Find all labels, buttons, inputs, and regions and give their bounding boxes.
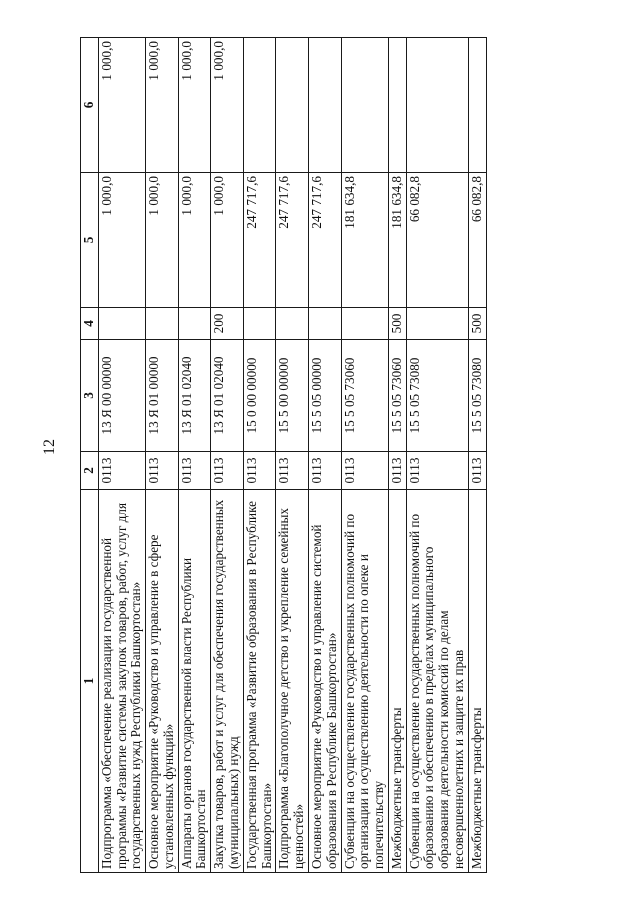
table-row: [211, 38, 244, 873]
cell-amount-year2: [468, 38, 486, 173]
cell-target-article: 15 0 00 00000: [243, 340, 276, 452]
cell-target-article: 15 5 05 73060: [341, 340, 388, 452]
cell-target-article: 15 5 00 00000: [276, 340, 309, 452]
cell-expense-type: [146, 308, 179, 340]
cell-name: Основное мероприятие «Руководство и управление в сфере установленных функций»: [146, 490, 179, 873]
table-row: [341, 38, 388, 873]
table-row: [178, 38, 211, 873]
cell-target-article: 13 Я 01 00000: [146, 340, 179, 452]
cell-expense-type: 200: [211, 308, 244, 340]
cell-amount-year2: 1 000,0: [146, 38, 179, 173]
cell-target-article: 13 Я 01 02040: [211, 340, 244, 452]
cell-section-code: 0113: [388, 452, 406, 490]
header-col-1: 1: [81, 490, 99, 873]
cell-target-article: 15 5 05 00000: [308, 340, 341, 452]
cell-expense-type: [98, 308, 145, 340]
cell-target-article: 15 5 05 73080: [468, 340, 486, 452]
cell-section-code: 0113: [468, 452, 486, 490]
table-row: [308, 38, 341, 873]
cell-expense-type: 500: [468, 308, 486, 340]
header-col-3: 3: [81, 340, 99, 452]
page-number: 12: [41, 439, 58, 455]
cell-amount-year1: 1 000,0: [178, 173, 211, 308]
cell-section-code: 0113: [308, 452, 341, 490]
cell-name: Аппараты органов государственной власти Республики Башкортостан: [178, 490, 211, 873]
cell-amount-year1: 247 717,6: [243, 173, 276, 308]
cell-name: Субвенции на осуществление государственных полномочий по образованию и обеспечению в пределах муниципального образования деятельности комиссий по делам несовершеннолетних и защите их прав: [406, 490, 468, 873]
cell-amount-year2: [406, 38, 468, 173]
cell-amount-year2: [308, 38, 341, 173]
header-col-4: 4: [81, 308, 99, 340]
header-col-6: 6: [81, 38, 99, 173]
rotated-table-container: [80, 38, 600, 873]
cell-target-article: 15 5 05 73060: [388, 340, 406, 452]
cell-amount-year2: 1 000,0: [211, 38, 244, 173]
cell-expense-type: [243, 308, 276, 340]
cell-section-code: 0113: [243, 452, 276, 490]
cell-expense-type: [276, 308, 309, 340]
table-row: [388, 38, 406, 873]
cell-amount-year2: [276, 38, 309, 173]
cell-section-code: 0113: [406, 452, 468, 490]
header-col-2: 2: [81, 452, 99, 490]
cell-amount-year1: 66 082,8: [468, 173, 486, 308]
cell-amount-year1: 1 000,0: [211, 173, 244, 308]
cell-amount-year2: [341, 38, 388, 173]
cell-expense-type: [406, 308, 468, 340]
table-row: [146, 38, 179, 873]
table-header-row: [81, 38, 99, 873]
table-row: [98, 38, 145, 873]
cell-expense-type: [341, 308, 388, 340]
table-row: [276, 38, 309, 873]
cell-section-code: 0113: [98, 452, 145, 490]
cell-amount-year1: 247 717,6: [308, 173, 341, 308]
budget-table: [80, 37, 487, 873]
cell-name: Основное мероприятие «Руководство и управление системой образования в Республике Башкортостан»: [308, 490, 341, 873]
cell-target-article: 13 Я 00 00000: [98, 340, 145, 452]
cell-name: Закупка товаров, работ и услуг для обеспечения государственных (муниципальных) нужд: [211, 490, 244, 873]
cell-target-article: 13 Я 01 02040: [178, 340, 211, 452]
cell-expense-type: 500: [388, 308, 406, 340]
cell-amount-year2: 1 000,0: [98, 38, 145, 173]
table-row: [243, 38, 276, 873]
cell-expense-type: [178, 308, 211, 340]
table-row: [468, 38, 486, 873]
cell-section-code: 0113: [211, 452, 244, 490]
cell-amount-year2: 1 000,0: [178, 38, 211, 173]
cell-section-code: 0113: [341, 452, 388, 490]
cell-amount-year1: 66 082,8: [406, 173, 468, 308]
cell-name: Межбюджетные трансферты: [388, 490, 406, 873]
cell-name: Субвенции на осуществление государственных полномочий по организации и осуществлению деятельности по опеке и попечительству: [341, 490, 388, 873]
cell-expense-type: [308, 308, 341, 340]
cell-name: Подпрограмма «Благополучное детство и укрепление семейных ценностей»: [276, 490, 309, 873]
cell-amount-year1: 181 634,8: [388, 173, 406, 308]
cell-amount-year1: 1 000,0: [146, 173, 179, 308]
header-col-5: 5: [81, 173, 99, 308]
cell-name: Государственная программа «Развитие образования в Республике Башкортостан»: [243, 490, 276, 873]
cell-name: Межбюджетные трансферты: [468, 490, 486, 873]
cell-target-article: 15 5 05 73080: [406, 340, 468, 452]
cell-section-code: 0113: [178, 452, 211, 490]
cell-name: Подпрограмма «Обеспечение реализации государственной программы «Развитие системы закупок товаров, работ, услуг для государственных нужд Республики Башкортостан»: [98, 490, 145, 873]
cell-amount-year1: 1 000,0: [98, 173, 145, 308]
cell-amount-year1: 181 634,8: [341, 173, 388, 308]
cell-section-code: 0113: [146, 452, 179, 490]
cell-section-code: 0113: [276, 452, 309, 490]
cell-amount-year2: [243, 38, 276, 173]
table-row: [406, 38, 468, 873]
cell-amount-year1: 247 717,6: [276, 173, 309, 308]
cell-amount-year2: [388, 38, 406, 173]
